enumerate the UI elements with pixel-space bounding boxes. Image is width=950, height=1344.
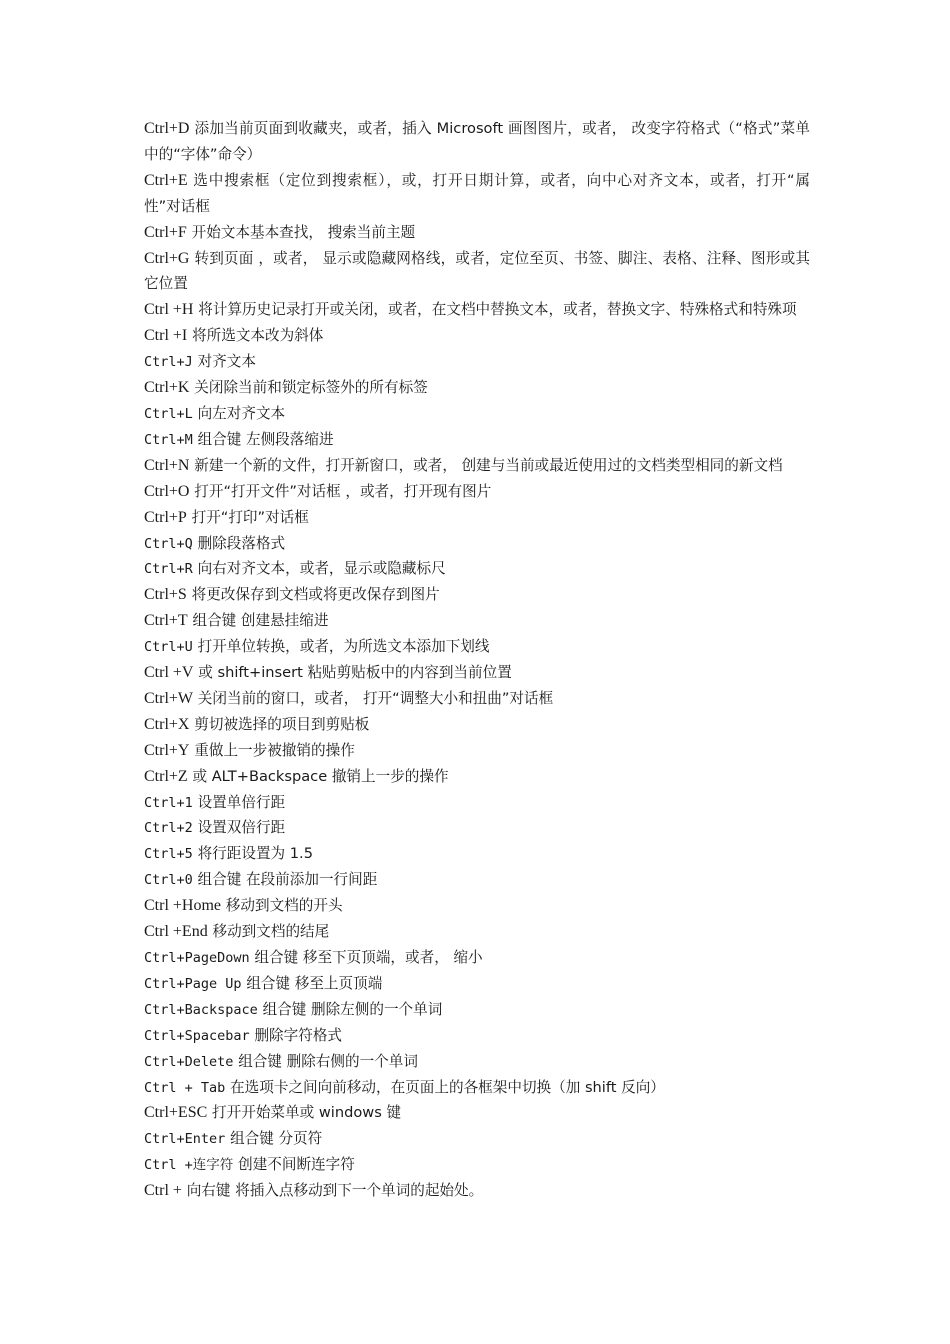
shortcut-description: 移动到文档的开头 (225, 897, 343, 915)
shortcut-description: 移动到文档的结尾 (212, 923, 330, 941)
shortcut-key: Ctrl+N (144, 456, 190, 474)
shortcut-description: 将计算历史记录打开或关闭，或者，在文档中替换文本，或者，替换文字、特殊格式和特殊项 (198, 301, 797, 319)
shortcut-key: Ctrl+M (144, 431, 193, 448)
shortcut-key: Ctrl +Home (144, 897, 222, 915)
shortcut-description: 删除段落格式 (197, 534, 286, 552)
shortcut-entry (144, 1152, 810, 1178)
shortcut-list (144, 116, 810, 1204)
shortcut-key: Ctrl+T (144, 612, 188, 630)
shortcut-key: Ctrl+J (144, 354, 193, 371)
shortcut-entry (144, 1100, 810, 1126)
shortcut-key: Ctrl +H (144, 301, 194, 319)
shortcut-key: Ctrl+5 (144, 846, 193, 863)
shortcut-description: 组合键 移至上页顶端 (246, 974, 383, 992)
shortcut-key: Ctrl+ESC (144, 1104, 208, 1122)
shortcut-entry (144, 168, 810, 220)
shortcut-description: 组合键 左侧段落缩进 (197, 430, 334, 448)
shortcut-entry (144, 453, 810, 479)
shortcut-description: 组合键 删除右侧的一个单词 (238, 1052, 418, 1070)
shortcut-description: 将所选文本改为斜体 (192, 327, 324, 345)
shortcut-description: 创建不间断连字符 (238, 1156, 355, 1174)
shortcut-key: Ctrl+Backspace (144, 1001, 258, 1018)
shortcut-description: 向左对齐文本 (197, 404, 286, 422)
shortcut-key: Ctrl+W (144, 689, 194, 707)
shortcut-entry (144, 893, 810, 919)
shortcut-description: 对齐文本 (197, 353, 256, 371)
shortcut-description: 删除字符格式 (254, 1026, 343, 1044)
shortcut-key: Ctrl+Spacebar (144, 1027, 250, 1044)
shortcut-description: 新建一个新的文件，打开新窗口，或者， 创建与当前或最近使用过的文档类型相同的新文档 (194, 456, 783, 474)
shortcut-description: 组合键 删除左侧的一个单词 (262, 1000, 443, 1018)
shortcut-key: Ctrl + (144, 1182, 182, 1200)
shortcut-description: 关闭除当前和锁定标签外的所有标签 (194, 379, 428, 397)
shortcut-entry (144, 427, 810, 453)
shortcut-entry (144, 582, 810, 608)
shortcut-key: Ctrl+U (144, 639, 193, 656)
shortcut-entry (144, 349, 810, 375)
shortcut-key: Ctrl+O (144, 482, 190, 500)
shortcut-key: Ctrl+1 (144, 794, 193, 811)
shortcut-entry (144, 634, 810, 660)
shortcut-key: Ctrl+Z (144, 767, 188, 785)
shortcut-entry (144, 375, 810, 401)
shortcut-description: 转到页面 ，或者， 显示或隐藏网格线，或者，定位至页、书签、脚注、表格、注释、图形或其它位置 (144, 249, 810, 293)
shortcut-description: 将更改保存到文档或将更改保存到图片 (191, 586, 440, 604)
shortcut-entry (144, 1049, 810, 1075)
shortcut-description: 添加当前页面到收藏夹，或者，插入 Microsoft 画图图片，或者， 改变字符格式（“格式”菜单中的“字体”命令） (144, 120, 810, 163)
shortcut-key: Ctrl +V (144, 664, 194, 682)
shortcut-key: Ctrl + Tab (144, 1079, 226, 1096)
shortcut-entry (144, 323, 810, 349)
shortcut-key: Ctrl+Page Up (144, 975, 242, 992)
shortcut-entry (144, 764, 810, 790)
shortcut-entry (144, 608, 810, 634)
shortcut-key: Ctrl +连字符 (144, 1157, 234, 1174)
shortcut-key: Ctrl+F (144, 223, 187, 241)
shortcut-entry (144, 116, 810, 168)
shortcut-description: 向右对齐文本，或者，显示或隐藏标尺 (197, 560, 446, 578)
shortcut-description: 设置双倍行距 (197, 819, 286, 837)
shortcut-description: 选中搜索框（定位到搜索框），或，打开日期计算，或者，向中心对齐文本，或者，打开“属性”对话框 (144, 171, 810, 215)
shortcut-entry (144, 712, 810, 738)
shortcut-entry (144, 815, 810, 841)
shortcut-key: Ctrl+Q (144, 535, 193, 552)
shortcut-description: 开始文本基本查找， 搜索当前主题 (191, 223, 416, 241)
shortcut-key: Ctrl+R (144, 561, 193, 578)
shortcut-description: 或 ALT+Backspace 撤销上一步的操作 (192, 767, 449, 785)
shortcut-entry (144, 971, 810, 997)
shortcut-description: 组合键 创建悬挂缩进 (192, 612, 329, 630)
shortcut-description: 或 shift+insert 粘贴剪贴板中的内容到当前位置 (198, 664, 512, 682)
shortcut-key: Ctrl+Delete (144, 1053, 234, 1070)
shortcut-entry (144, 1075, 810, 1101)
shortcut-entry (144, 919, 810, 945)
shortcut-key: Ctrl+G (144, 249, 190, 267)
shortcut-key: Ctrl+L (144, 405, 193, 422)
shortcut-key: Ctrl+D (144, 120, 190, 137)
shortcut-description: 组合键 分页符 (230, 1130, 323, 1148)
shortcut-description: 将行距设置为 1.5 (197, 845, 313, 863)
shortcut-description: 设置单倍行距 (197, 793, 286, 811)
shortcut-entry (144, 531, 810, 557)
shortcut-description: 在选项卡之间向前移动，在页面上的各框架中切换（加 shift 反向） (230, 1078, 665, 1096)
shortcut-key: Ctrl+2 (144, 820, 193, 837)
shortcut-key: Ctrl+P (144, 508, 187, 526)
shortcut-key: Ctrl+X (144, 715, 190, 733)
shortcut-entry (144, 479, 810, 505)
shortcut-entry (144, 945, 810, 971)
shortcut-description: 组合键 移至下页顶端，或者， 缩小 (254, 949, 483, 966)
shortcut-key: Ctrl+E (144, 171, 188, 189)
shortcut-description: 打开开始菜单或 windows 键 (212, 1104, 402, 1122)
shortcut-entry (144, 297, 810, 323)
shortcut-key: Ctrl+K (144, 379, 190, 397)
shortcut-entry (144, 997, 810, 1023)
shortcut-key: Ctrl+0 (144, 872, 193, 889)
shortcut-entry (144, 220, 810, 246)
shortcut-key: Ctrl+Y (144, 741, 190, 759)
shortcut-entry (144, 790, 810, 816)
shortcut-entry (144, 660, 810, 686)
shortcut-description: 重做上一步被撤销的操作 (194, 741, 355, 759)
shortcut-entry (144, 686, 810, 712)
shortcut-entry (144, 867, 810, 893)
shortcut-entry (144, 1126, 810, 1152)
shortcut-description: 关闭当前的窗口，或者， 打开“调整大小和扭曲”对话框 (197, 689, 554, 707)
shortcut-entry (144, 246, 810, 298)
shortcut-description: 打开“打开文件”对话框 ，或者，打开现有图片 (194, 482, 492, 500)
shortcut-key: Ctrl+PageDown (144, 950, 250, 966)
shortcut-entry (144, 401, 810, 427)
shortcut-key: Ctrl +End (144, 923, 208, 941)
shortcut-entry (144, 505, 810, 531)
shortcut-description: 组合键 在段前添加一行间距 (197, 871, 378, 889)
shortcut-entry (144, 841, 810, 867)
shortcut-entry (144, 556, 810, 582)
shortcut-description: 剪切被选择的项目到剪贴板 (194, 715, 370, 733)
shortcut-description: 打开“打印”对话框 (191, 508, 309, 526)
shortcut-description: 向右键 将插入点移动到下一个单词的起始处。 (186, 1182, 484, 1200)
shortcut-key: Ctrl +I (144, 327, 188, 345)
shortcut-entry (144, 738, 810, 764)
shortcut-key: Ctrl+Enter (144, 1131, 226, 1148)
shortcut-key: Ctrl+S (144, 586, 187, 604)
shortcut-entry (144, 1023, 810, 1049)
shortcut-entry (144, 1178, 810, 1204)
shortcut-description: 打开单位转换，或者，为所选文本添加下划线 (197, 638, 490, 656)
